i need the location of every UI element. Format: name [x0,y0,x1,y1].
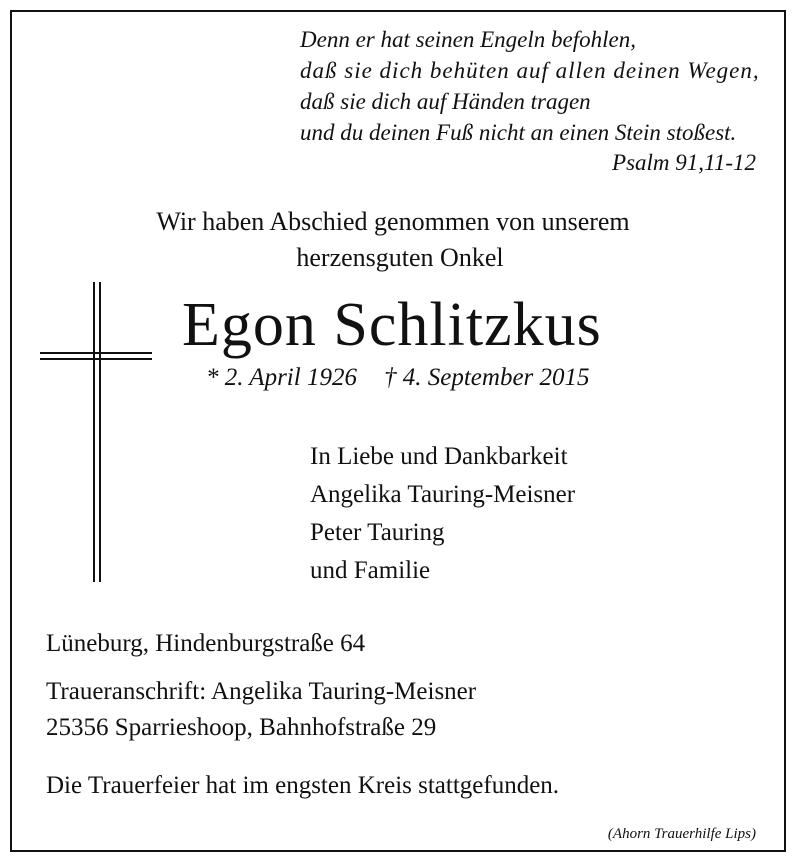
verse-line-3: daß sie dich auf Händen tragen [300,89,591,114]
verse-line-4: und du deinen Fuß nicht an einen Stein stoßest. [300,120,737,145]
cross-icon [40,282,152,582]
signer-line-4: und Familie [310,557,431,584]
birth-date: * 2. April 1926 [206,364,357,391]
mourning-address-label: Traueranschrift: Angelika Tauring-Meisner [46,678,477,705]
death-date: † 4. September 2015 [384,364,590,391]
intro-line-1: Wir haben Abschied genommen von unserem [156,207,630,236]
verse-reference: Psalm 91,11-12 [612,150,756,175]
residence-address: Lüneburg, Hindenburgstraße 64 [46,630,366,657]
intro-text [0,204,800,276]
funeral-home-credit: (Ahorn Trauerhilfe Lips) [607,826,756,842]
bible-verse [300,24,760,148]
mourning-address-street: 25356 Sparrieshoop, Bahnhofstraße 29 [46,714,437,741]
ceremony-note: Die Trauerfeier hat im engsten Kreis stattgefunden. [46,772,560,799]
signers-list [310,438,575,590]
deceased-name: Egon Schlitzkus [182,291,602,359]
verse-line-2: daß sie dich behüten auf allen deinen Wegen, [300,58,760,83]
intro-line-2: herzensguten Onkel [296,243,504,272]
verse-line-1: Denn er hat seinen Engeln befohlen, [300,27,636,52]
signer-line-3: Peter Tauring [310,519,445,546]
signer-line-2: Angelika Tauring-Meisner [310,481,576,508]
signer-line-1: In Liebe und Dankbarkeit [310,443,568,470]
